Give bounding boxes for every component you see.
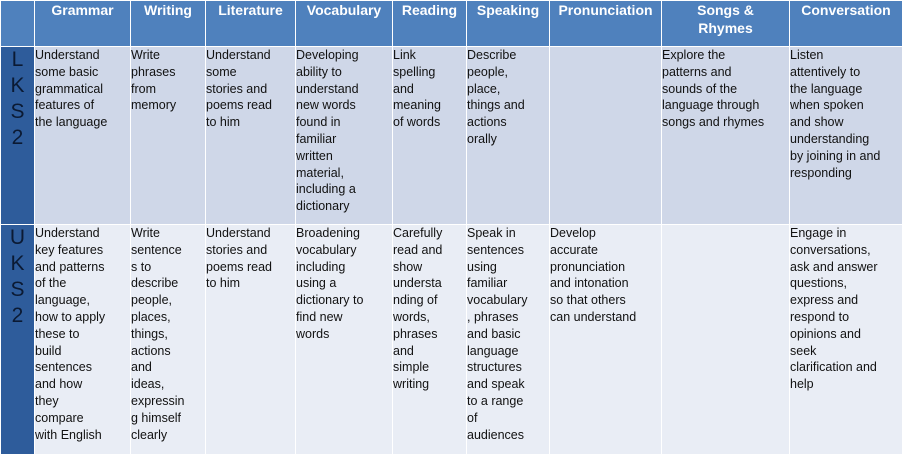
corner-cell xyxy=(1,1,35,47)
row-label-uks2 xyxy=(1,225,35,455)
lks2-speaking-cell xyxy=(467,47,550,225)
table-row-lks2 xyxy=(1,47,902,225)
cell-text: Broadening vocabulary including using a dictionary to find new words xyxy=(296,225,392,343)
cell-text: Understand stories and poems read to him xyxy=(206,225,295,292)
cell-text: Understand key features and patterns of the language, how to apply these to build sentences and how they compare with English xyxy=(35,225,130,443)
row-label-letter: 2 xyxy=(1,303,34,329)
uks2-reading-cell xyxy=(393,225,467,455)
uks2-literature-cell xyxy=(206,225,296,455)
row-label-letter: 2 xyxy=(1,125,34,151)
row-label-letter: L xyxy=(1,47,34,73)
row-label-letter: K xyxy=(1,251,34,277)
lks2-vocabulary-cell xyxy=(296,47,393,225)
cell-text: Link spelling and meaning of words xyxy=(393,47,466,131)
uks2-conversation-cell xyxy=(790,225,902,455)
header-conversation: Conversation xyxy=(790,1,902,47)
cell-text: Write phrases from memory xyxy=(131,47,205,114)
cell-text: Listen attentively to the language when spoken and show understanding by joining in and responding xyxy=(790,47,902,181)
cell-text: Describe people, place, things and actions orally xyxy=(467,47,549,148)
header-row xyxy=(1,1,902,47)
row-label-letter: U xyxy=(1,225,34,251)
lks2-pronunciation-cell xyxy=(550,47,662,225)
lks2-songs-rhymes-cell xyxy=(662,47,790,225)
table-row-uks2 xyxy=(1,225,902,455)
cell-text: Develop accurate pronunciation and intonation so that others can understand xyxy=(550,225,661,326)
cell-text: Developing ability to understand new words found in familiar written material, including a dictionary xyxy=(296,47,392,215)
header-speaking: Speaking xyxy=(467,1,550,47)
uks2-grammar-cell xyxy=(35,225,131,455)
row-label-letter: S xyxy=(1,99,34,125)
lks2-literature-cell xyxy=(206,47,296,225)
header-vocabulary: Vocabulary xyxy=(296,1,393,47)
row-label-letter: S xyxy=(1,277,34,303)
header-literature: Literature xyxy=(206,1,296,47)
uks2-songs-rhymes-cell xyxy=(662,225,790,455)
header-writing: Writing xyxy=(131,1,206,47)
cell-text: Understand some stories and poems read to him xyxy=(206,47,295,131)
cell-text: Explore the patterns and sounds of the language through songs and rhymes xyxy=(662,47,789,131)
uks2-vocabulary-cell xyxy=(296,225,393,455)
header-grammar: Grammar xyxy=(35,1,131,47)
uks2-writing-cell xyxy=(131,225,206,455)
uks2-speaking-cell xyxy=(467,225,550,455)
cell-text: Understand some basic grammatical features of the language xyxy=(35,47,130,131)
lks2-writing-cell xyxy=(131,47,206,225)
header-songs-rhymes: Songs & Rhymes xyxy=(662,1,790,47)
header-reading: Reading xyxy=(393,1,467,47)
cell-text: Speak in sentences using familiar vocabulary , phrases and basic language structures and speak to a range of audiences xyxy=(467,225,549,443)
lks2-conversation-cell xyxy=(790,47,902,225)
header-pronunciation: Pronunciation xyxy=(550,1,662,47)
cell-text: Engage in conversations, ask and answer questions, express and respond to opinions and seek clarification and help xyxy=(790,225,902,393)
lks2-reading-cell xyxy=(393,47,467,225)
lks2-grammar-cell xyxy=(35,47,131,225)
cell-text: Write sentence s to describe people, places, things, actions and ideas, expressin g himself clearly xyxy=(131,225,205,443)
cell-text: Carefully read and show understa nding of words, phrases and simple writing xyxy=(393,225,466,393)
uks2-pronunciation-cell xyxy=(550,225,662,455)
row-label-letter: K xyxy=(1,73,34,99)
row-label-lks2 xyxy=(1,47,35,225)
